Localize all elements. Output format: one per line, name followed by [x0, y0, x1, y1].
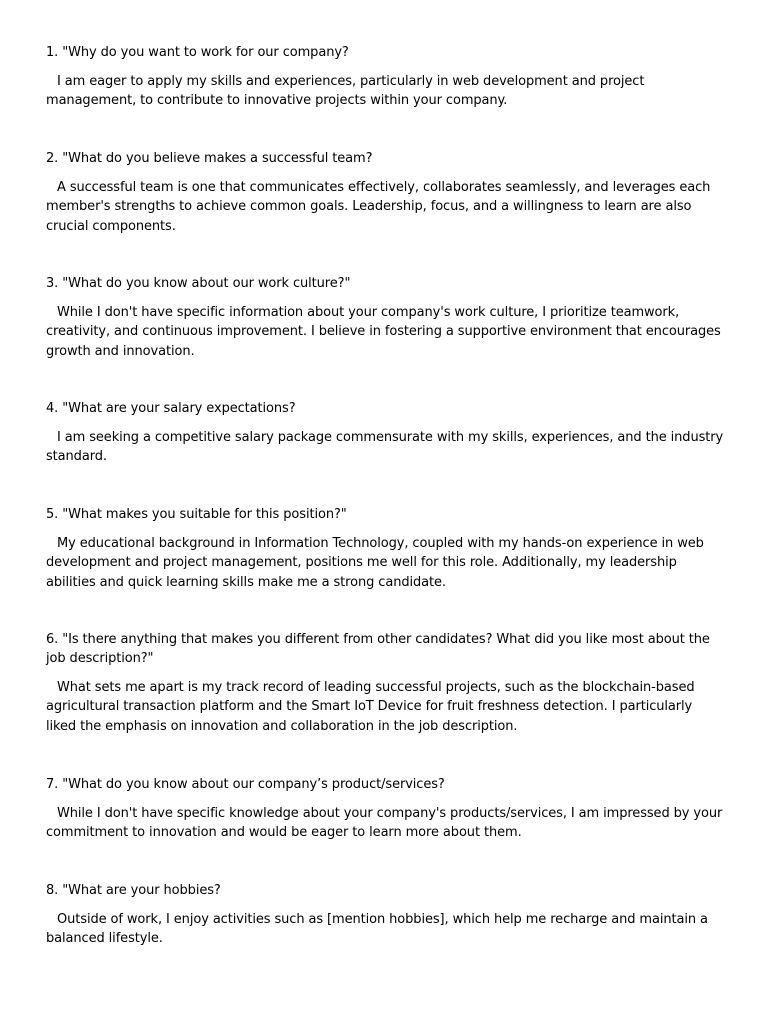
- answer-6: What sets me apart is my track record of leading successful projects, such as the blockchain-based agricultural transaction platform and the Smart IoT Device for fruit freshness detection. I particularly liked the emphasis on innovation and collaboration in the job description.: [46, 680, 695, 734]
- qa-item-4: [46, 399, 726, 467]
- answer-2: A successful team is one that communicates effectively, collaborates seamlessly, and leverages each member's strengths to achieve common goals. Leadership, focus, and a willingness to learn are also crucial components.: [46, 180, 711, 234]
- question-5: 5. "What makes you suitable for this position?": [46, 507, 347, 522]
- question-1: 1. "Why do you want to work for our company?: [46, 45, 349, 60]
- answer-1: I am eager to apply my skills and experiences, particularly in web development and project management, to contribute to innovative projects within your company.: [46, 74, 645, 109]
- answer-5: My educational background in Information Technology, coupled with my hands-on experience in web development and project management, positions me well for this role. Additionally, my leadership abilities and quick learning skills make me a strong candidate.: [46, 536, 704, 590]
- question-4: 4. "What are your salary expectations?: [46, 401, 296, 416]
- qa-item-8: [46, 881, 726, 949]
- question-2: 2. "What do you believe makes a successful team?: [46, 151, 373, 166]
- answer-7: While I don't have specific knowledge about your company's products/services, I am impressed by your commitment to innovation and would be eager to learn more about them.: [46, 806, 723, 841]
- qa-item-1: [46, 43, 726, 111]
- answer-8: Outside of work, I enjoy activities such as [mention hobbies], which help me recharge and maintain a balanced lifestyle.: [46, 912, 708, 947]
- question-8: 8. "What are your hobbies?: [46, 883, 221, 898]
- qa-item-5: [46, 505, 726, 592]
- qa-item-2: [46, 149, 726, 236]
- answer-4: I am seeking a competitive salary package commensurate with my skills, experiences, and the industry standard.: [46, 430, 724, 465]
- question-3: 3. "What do you know about our work culture?": [46, 276, 351, 291]
- answer-3: While I don't have specific information about your company's work culture, I prioritize teamwork, creativity, and continuous improvement. I believe in fostering a supportive environment that encourages growth and innovation.: [46, 305, 721, 359]
- question-7: 7. "What do you know about our company’s product/services?: [46, 777, 445, 792]
- qa-item-6: [46, 630, 726, 736]
- question-6: 6. "Is there anything that makes you different from other candidates? What did you like most about the job description?": [46, 632, 710, 666]
- qa-item-3: [46, 274, 726, 361]
- qa-item-7: [46, 775, 726, 843]
